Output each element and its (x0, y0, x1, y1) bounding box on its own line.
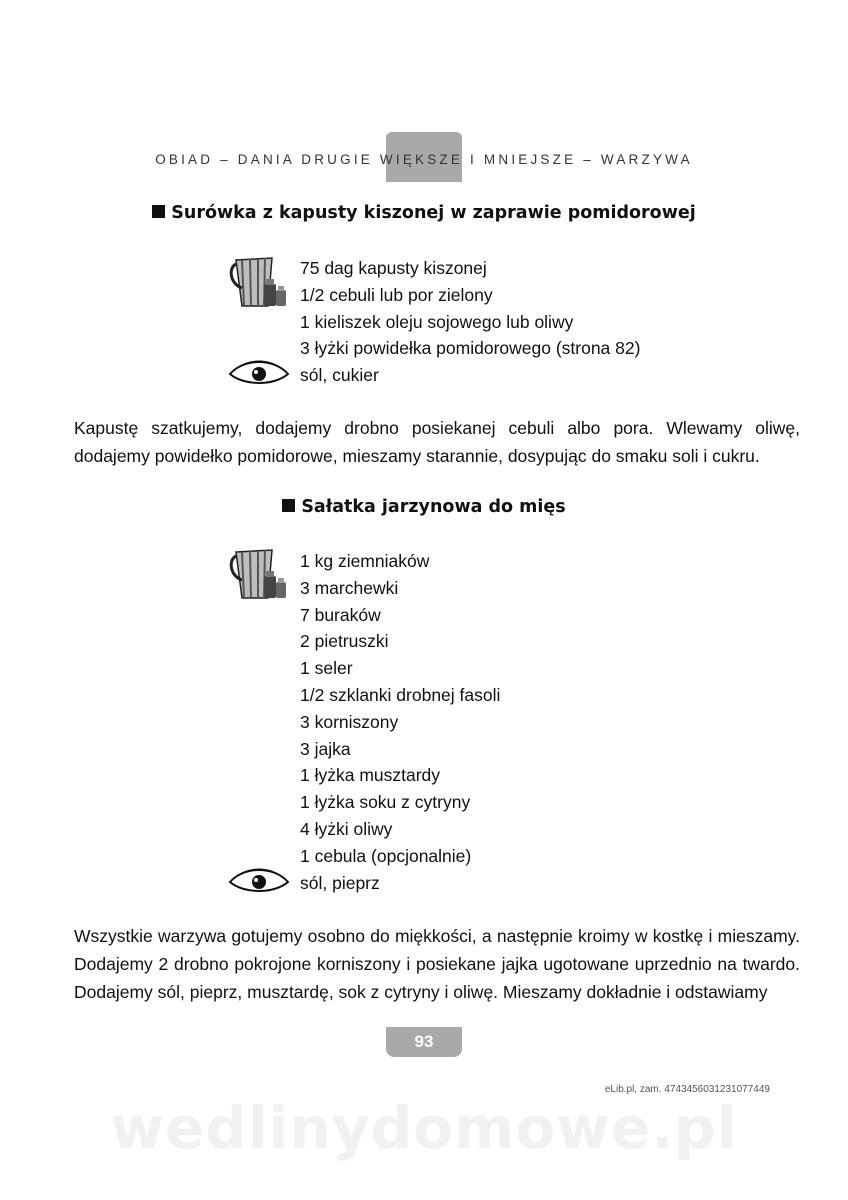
list-item: 2 pietruszki (300, 631, 389, 652)
list-item: 1 seler (300, 658, 353, 679)
list-item: 3 marchewki (300, 577, 399, 598)
eye-icon (228, 868, 290, 894)
list-item: 1 łyżka soku z cytryny (300, 792, 471, 813)
recipe1-ingredient-list (300, 255, 640, 389)
list-item: sól, cukier (300, 365, 379, 386)
list-item: 1 cebula (opcjonalnie) (300, 845, 472, 866)
elib-note: eLib.pl, zam. 4743456031231077449 (604, 1084, 770, 1095)
recipe1-title: Surówka z kapusty kiszonej w zaprawie pomidorowej (171, 203, 696, 223)
measuring-jug-icon (228, 546, 290, 602)
list-item: 1/2 szklanki drobnej fasoli (300, 684, 501, 705)
watermark: wedlinydomowe.pl (110, 1094, 738, 1162)
list-item: 75 dag kapusty kiszonej (300, 258, 487, 278)
recipe2-title-row (0, 497, 848, 517)
list-item: 1 kieliszek oleju sojowego lub oliwy (300, 311, 574, 332)
bullet-square-icon (152, 205, 165, 218)
list-item: 7 buraków (300, 604, 381, 625)
recipe2-method: Wszystkie warzywa gotujemy osobno do miękkości, a następnie kroimy w kostkę i mieszamy. Dodajemy 2 drobno pokrojone korniszony i posiekane jajka ugotowane uprzednio na twardo. Dodajemy sól, pieprz, musztardę, sok z cytryny i oliwę. Mieszamy dokładnie i odstawiamy (74, 926, 800, 1002)
list-item: 1 kg ziemniaków (300, 551, 430, 571)
recipe2-title: Sałatka jarzynowa do mięs (301, 497, 566, 517)
list-item: 3 korniszony (300, 711, 399, 732)
bullet-square-icon (282, 499, 295, 512)
measuring-jug-icon (228, 254, 290, 310)
eye-icon (228, 360, 290, 386)
recipe1-title-row (0, 203, 848, 223)
list-item: 3 łyżki powidełka pomidorowego (strona 82) (300, 338, 641, 359)
list-item: sól, pieprz (300, 872, 380, 893)
list-item: 3 jajka (300, 738, 351, 759)
recipe1-method: Kapustę szatkujemy, dodajemy drobno posiekanej cebuli albo pora. Wlewamy oliwę, dodajemy powidełko pomidorowe, mieszamy starannie, dosypując do smaku soli i cukru. (74, 418, 800, 466)
list-item: 1 łyżka musztardy (300, 765, 441, 786)
list-item: 1/2 cebuli lub por zielony (300, 284, 493, 305)
recipe2-ingredient-list (300, 548, 500, 896)
running-head: OBIAD – DANIA DRUGIE WIĘKSZE I MNIEJSZE – WARZYWA (155, 152, 693, 167)
page-number: 93 (386, 1027, 462, 1057)
list-item: 4 łyżki oliwy (300, 818, 393, 839)
